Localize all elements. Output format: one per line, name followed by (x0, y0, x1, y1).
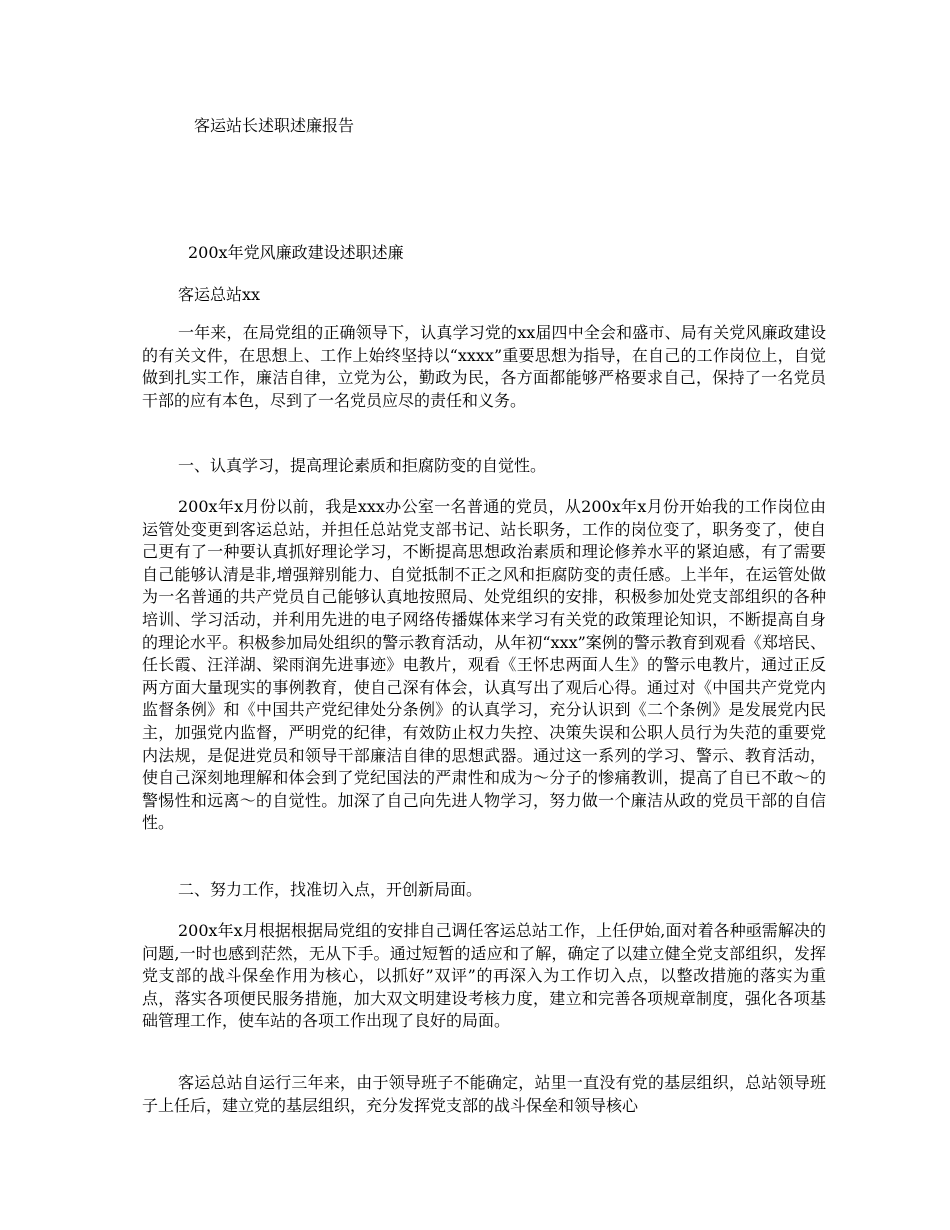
paragraph-work: 200x年x月根据根据局党组的安排自己调任客运总站工作，上任伊始,面对着各种亟需解决的问题,一时也感到茫然，无从下手。通过短暂的适应和了解，确定了以建立健全党支部组织，发挥党支部的战斗保垒作用为核心，以抓好”双评”的再深入为工作切入点，以整改措施的落实为重点，落实各项便民服务措施，加大双文明建设考核力度，建立和完善各项规章制度，强化各项基础管理工作，使车站的各项工作出现了良好的局面。 (142, 921, 826, 1031)
document-subtitle: 200x年党风廉政建设述职述廉 (188, 243, 404, 262)
document-title: 客运站长述职述廉报告 (194, 116, 355, 135)
paragraph-intro: 一年来，在局党组的正确领导下，认真学习党的xx届四中全会和盛市、局有关党风廉政建设的有关文件，在思想上、工作上始终坚持以“xxxx”重要思想为指导，在自己的工作岗位上，自觉做到扎实工作，廉洁自律，立党为公，勤政为民，各方面都能够严格要求自己，保持了一名党员干部的应有本色，尽到了一名党员应尽的责任和义务。 (142, 323, 826, 410)
section-heading-2: 二、努力工作，找准切入点，开创新局面。 (178, 880, 483, 899)
author-line: 客运总站xx (178, 285, 261, 304)
section-heading-1: 一、认真学习，提高理论素质和拒腐防变的自觉性。 (178, 456, 547, 475)
paragraph-party-branch: 客运总站自运行三年来，由于领导班子不能确定，站里一直没有党的基层组织，总站领导班子上任后，建立党的基层组织，充分发挥党支部的战斗保垒和领导核心 (142, 1073, 826, 1115)
paragraph-study: 200x年x月份以前，我是xxx办公室一名普通的党员，从200x年x月份开始我的工作岗位由运管处变更到客运总站，并担任总站党支部书记、站长职务，工作的岗位变了，职务变了，使自己更有了一种要认真抓好理论学习，不断提高思想政治素质和理论修养水平的紧迫感，有了需要自己能够认清是非,增强辩别能力、自觉抵制不正之风和拒腐防变的责任感。上半年，在运管处做为一名普通的共产党员自己能够认真地按照局、处党组织的安排，积极参加处党支部组织的各种培训、学习活动，并利用先进的电子网络传播媒体来学习有关党的政策理论知识，不断提高自身的理论水平。积极参加局处组织的警示教育活动，从年初“xxx”案例的警示教育到观看《郑培民、任长霞、汪洋湖、梁雨润先进事迹》电教片，观看《王怀忠两面人生》的警示电教片，通过正反两方面大量现实的事例教育，使自己深有体会，认真写出了观后心得。通过对《中国共产党党内监督条例》和《中国共产党纪律处分条例》的认真学习，充分认识到《二个条例》是发展党内民主，加强党内监督，严明党的纪律，有效防止权力失控、决策失误和公职人员行为失范的重要党内法规，是促进党员和领导干部廉洁自律的思想武器。通过这一系列的学习、警示、教育活动，使自己深刻地理解和体会到了党纪国法的严肃性和成为～分子的惨痛教训，提高了自已不敢～的警惕性和远离～的自觉性。加深了自己向先进人物学习，努力做一个廉洁从政的党员干部的自信性。 (142, 497, 826, 833)
